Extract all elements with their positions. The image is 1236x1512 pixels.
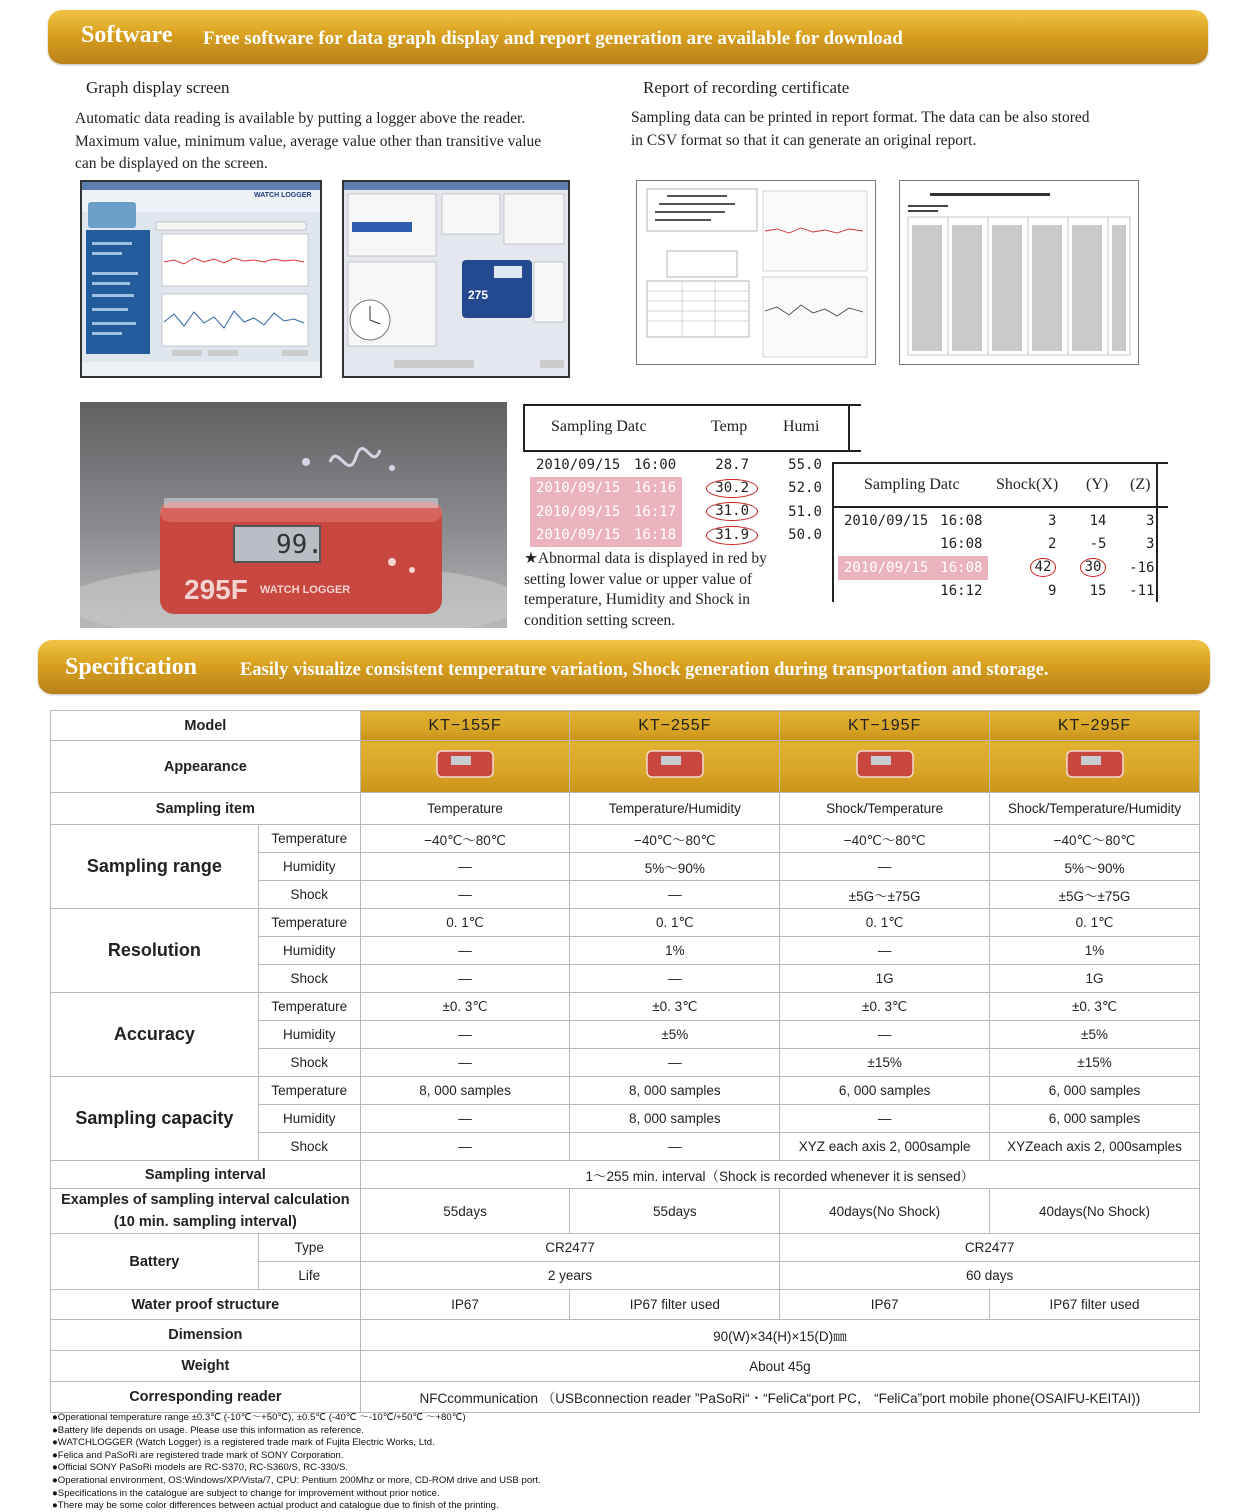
temp-row-humi: 52.0	[788, 480, 822, 497]
spec-value: ―	[780, 853, 990, 881]
footnote: ●Battery life depends on usage. Please use this information as reference.	[52, 1424, 364, 1436]
note-line: temperature, Humidity and Shock in	[524, 591, 750, 608]
footnote: ●Operational temperature range ±0.3℃ (-10℃～+50℃), ±0.5℃ (-40℃ ～-10℃/+50℃ ～+80℃)	[52, 1412, 466, 1423]
battery-type-value: CR2477	[360, 1234, 780, 1262]
shock-row-z: 3	[1146, 536, 1155, 553]
spec-value: ―	[360, 965, 570, 993]
spec-value: ―	[360, 1105, 570, 1133]
examples-value: 40days(No Shock)	[780, 1189, 990, 1234]
spec-group-label: Resolution	[51, 909, 259, 993]
spec-value: 1G	[990, 965, 1200, 993]
examples-label	[51, 1189, 361, 1234]
reader-value: NFCcommunication （USBconnection reader ”PaSoRi“・“FeliCa“port PC， “FeliCa”port mobile phone(OSAIFU-KEITAI))	[360, 1382, 1199, 1413]
shock-row	[838, 533, 1160, 557]
footnotes	[52, 1412, 541, 1512]
shock-row	[838, 509, 1160, 533]
spec-value: 0. 1℃	[990, 909, 1200, 937]
shock-table-header	[832, 462, 1168, 508]
spec-sub-label: Temperature	[258, 909, 360, 937]
water-proof-label: Water proof structure	[51, 1290, 361, 1320]
report-illustration	[637, 181, 875, 364]
shock-row-time: 16:08	[940, 536, 983, 553]
shock-data-table	[838, 509, 1160, 603]
spec-value: XYZeach axis 2, 000samples	[990, 1133, 1200, 1161]
temp-row-time: 16:16	[628, 477, 682, 501]
temp-row-time: 16:17	[628, 500, 682, 524]
examples-value: 40days(No Shock)	[990, 1189, 1200, 1234]
report-text-line: Sampling data can be printed in report format. The data can be also stored	[631, 109, 1090, 126]
graph-text-line: Automatic data reading is available by putting a logger above the reader.	[75, 110, 526, 127]
shock-row-z: -11	[1129, 583, 1155, 600]
spec-value: 1%	[990, 937, 1200, 965]
spec-value: 5%～90%	[990, 853, 1200, 881]
temp-row-temp-circled: 31.0	[706, 502, 758, 521]
footnote: ●There may be some color differences between actual product and catalogue due to finish of the printing.	[52, 1500, 499, 1512]
spec-value: ―	[570, 1133, 780, 1161]
logger-photo	[80, 402, 507, 628]
appearance-row	[51, 741, 1200, 793]
footnote: ●Felica and PaSoRi are registered trade mark of SONY Corporation.	[52, 1449, 344, 1461]
spec-value: ±5G～±75G	[780, 881, 990, 909]
temp-header-temp: Temp	[711, 418, 748, 435]
temp-row-alert	[530, 500, 830, 524]
footnote-text: Operational temperature range ±0.3℃ (-10℃～+50℃), ±0.5℃ (-40℃ ～-10℃/+50℃ ～+80℃)	[57, 1412, 466, 1423]
examples-label-line2: (10 min. sampling interval)	[113, 1214, 297, 1230]
footnote-text: Specifications in the catalogue are subject to change for improvement without prior notice.	[57, 1487, 440, 1499]
spec-value: 8, 000 samples	[360, 1077, 570, 1105]
temp-row-date: 2010/09/15	[530, 524, 628, 548]
spec-value: ―	[780, 1021, 990, 1049]
weight-row	[51, 1351, 1200, 1382]
model-label: Model	[51, 711, 361, 741]
temp-row-time: 16:18	[628, 524, 682, 548]
spec-value: ±0. 3℃	[570, 993, 780, 1021]
sampling-interval-label: Sampling interval	[51, 1161, 361, 1189]
spec-sub-label: Temperature	[258, 993, 360, 1021]
model-name: KT−195F	[780, 711, 990, 741]
shock-row-time: 16:08	[934, 556, 988, 580]
software-subtitle: Free software for data graph display and report generation are available for download	[203, 28, 903, 49]
graph-screen-illustration	[82, 182, 320, 376]
spec-value: 6, 000 samples	[780, 1077, 990, 1105]
specification-title: Specification	[65, 654, 197, 680]
graph-screen-thumbnail	[80, 180, 322, 378]
spec-value: ―	[570, 1049, 780, 1077]
battery-type-row	[51, 1234, 1200, 1262]
shock-row-date	[838, 580, 934, 604]
spec-value: ―	[360, 1049, 570, 1077]
model-name: KT−155F	[360, 711, 570, 741]
graph-display-description	[75, 108, 615, 176]
spec-group-label: Sampling range	[51, 825, 259, 909]
footnote: ●Operational environment, OS:Windows/XP/Vista/7, CPU: Pentium 200Mhz or more, CD-ROM drive and USB port.	[52, 1474, 541, 1486]
shock-row-y: -5	[1089, 536, 1107, 553]
appearance-cell	[360, 741, 570, 793]
setting-screen-thumbnail	[342, 180, 570, 378]
shock-row-x-circled: 42	[1030, 558, 1057, 577]
spec-value: ±0. 3℃	[360, 993, 570, 1021]
spec-groups	[51, 825, 1200, 1161]
report-heading: Report of recording certificate	[643, 78, 850, 97]
spec-value: ―	[570, 965, 780, 993]
graph-text-line: Maximum value, minimum value, average value other than transitive value	[75, 132, 542, 150]
spec-sub-label: Humidity	[258, 1105, 360, 1133]
shock-header-y: (Y)	[1086, 476, 1109, 493]
sampling-item-label: Sampling item	[51, 793, 361, 825]
examples-row	[51, 1189, 1200, 1234]
examples-value: 55days	[570, 1189, 780, 1234]
specification-banner	[38, 640, 1210, 694]
battery-type-value: CR2477	[780, 1234, 1200, 1262]
water-proof-value: IP67	[780, 1290, 990, 1320]
spec-value: ―	[360, 1133, 570, 1161]
note-line: setting lower value or upper value of	[524, 570, 753, 588]
note-line: ★Abnormal data is displayed in red by	[524, 550, 767, 567]
spec-value: 0. 1℃	[780, 909, 990, 937]
shock-header-z: (Z)	[1130, 476, 1151, 493]
graph-display-heading: Graph display screen	[86, 78, 230, 97]
shock-row-date	[838, 533, 934, 557]
reader-row	[51, 1382, 1200, 1413]
temp-row-temp-circled: 30.2	[706, 479, 758, 498]
shock-row-y-circled: 30	[1080, 558, 1107, 577]
battery-life-value: 2 years	[360, 1262, 780, 1290]
water-proof-value: IP67 filter used	[570, 1290, 780, 1320]
sampling-item-value: Shock/Temperature/Humidity	[990, 793, 1200, 825]
report-description	[631, 107, 1191, 152]
software-banner	[48, 10, 1208, 64]
spec-value: ±5%	[990, 1021, 1200, 1049]
spec-value: ―	[780, 1105, 990, 1133]
spec-value: ―	[360, 881, 570, 909]
shock-row-z: 3	[1146, 512, 1155, 529]
battery-life-label: Life	[258, 1262, 360, 1290]
weight-value: About 45g	[360, 1351, 1199, 1382]
shock-row-x: 9	[1048, 583, 1057, 600]
spec-sub-label: Humidity	[258, 1021, 360, 1049]
battery-life-value: 60 days	[780, 1262, 1200, 1290]
logger-product-icon	[645, 747, 705, 781]
appearance-label: Appearance	[51, 741, 361, 793]
spec-value: 8, 000 samples	[570, 1105, 780, 1133]
specification-subtitle: Easily visualize consistent temperature variation, Shock generation during transportation and storage.	[240, 660, 1049, 680]
spec-value: ±15%	[780, 1049, 990, 1077]
temp-header-humi: Humi	[783, 418, 820, 435]
spec-group-label: Sampling capacity	[51, 1077, 259, 1161]
temp-row-date: 2010/09/15	[530, 477, 628, 501]
shock-row-x: 3	[1048, 512, 1057, 529]
logger-model-label: 295F	[184, 574, 248, 605]
spec-value: −40℃～80℃	[990, 825, 1200, 853]
dimension-row	[51, 1320, 1200, 1351]
spec-sub-label: Humidity	[258, 853, 360, 881]
footnote-text: Battery life depends on usage. Please use this information as reference.	[57, 1424, 364, 1436]
spec-sub-label: Humidity	[258, 937, 360, 965]
software-title: Software	[81, 22, 173, 48]
water-proof-row	[51, 1290, 1200, 1320]
temp-row	[530, 453, 830, 477]
shock-row-date: 2010/09/15	[838, 556, 934, 580]
csv-report-thumbnail	[899, 180, 1139, 365]
spec-value: 1G	[780, 965, 990, 993]
appearance-cell	[570, 741, 780, 793]
model-name: KT−295F	[990, 711, 1200, 741]
spec-value: −40℃～80℃	[780, 825, 990, 853]
water-proof-value: IP67 filter used	[990, 1290, 1200, 1320]
spec-row	[51, 909, 1200, 937]
shock-row-time: 16:12	[940, 583, 983, 600]
spec-value: 1%	[570, 937, 780, 965]
spec-value: ±15%	[990, 1049, 1200, 1077]
spec-value: 0. 1℃	[570, 909, 780, 937]
logger-product-icon	[1065, 747, 1125, 781]
appearance-cell	[780, 741, 990, 793]
shock-header-x: Shock(X)	[996, 476, 1059, 493]
shock-row	[838, 580, 1160, 604]
spec-value: 5%～90%	[570, 853, 780, 881]
temp-row-alert	[530, 524, 830, 548]
examples-value: 55days	[360, 1189, 570, 1234]
water-proof-value: IP67	[360, 1290, 570, 1320]
temp-row-time: 16:00	[634, 456, 677, 473]
battery-label: Battery	[51, 1234, 259, 1290]
abnormal-data-note	[524, 549, 824, 631]
temp-row-humi: 55.0	[788, 456, 822, 473]
spec-value: 8, 000 samples	[570, 1077, 780, 1105]
footnote: ●Specifications in the catalogue are subject to change for improvement without prior notice.	[52, 1487, 440, 1499]
footnote-text: WATCHLOGGER (Watch Logger) is a registered trade mark of Fujita Electric Works, Ltd.	[57, 1437, 435, 1449]
spec-sub-label: Shock	[258, 965, 360, 993]
watch-logger-label: WATCH LOGGER	[254, 192, 312, 199]
temp-row-temp: 28.7	[715, 456, 750, 473]
spec-value: ±5G～±75G	[990, 881, 1200, 909]
spec-sub-label: Shock	[258, 1049, 360, 1077]
temp-row-date: 2010/09/15	[530, 500, 628, 524]
temp-header-date: Sampling Datc	[551, 418, 647, 435]
spec-value: ±0. 3℃	[780, 993, 990, 1021]
spec-value: ―	[780, 937, 990, 965]
spec-sub-label: Temperature	[258, 825, 360, 853]
model-row	[51, 711, 1200, 741]
dimension-value: 90(W)×34(H)×15(D)㎜	[360, 1320, 1199, 1351]
footnote: ●WATCHLOGGER (Watch Logger) is a registered trade mark of Fujita Electric Works, Ltd.	[52, 1437, 435, 1449]
sampling-interval-row	[51, 1161, 1200, 1189]
shock-row-time: 16:08	[940, 512, 983, 529]
temp-row-humi: 50.0	[788, 527, 822, 544]
logger-product-icon	[435, 747, 495, 781]
weight-label: Weight	[51, 1351, 361, 1382]
shock-header-date: Sampling Datc	[864, 476, 960, 493]
spec-row	[51, 825, 1200, 853]
spec-row	[51, 1077, 1200, 1105]
battery-type-label: Type	[258, 1234, 360, 1262]
temp-row-temp-circled: 31.9	[706, 526, 758, 545]
sampling-item-row	[51, 793, 1200, 825]
spec-value: ±0. 3℃	[990, 993, 1200, 1021]
csv-report-illustration	[900, 181, 1138, 364]
spec-value: ―	[360, 937, 570, 965]
temp-table-header	[523, 404, 861, 452]
footnote-text: Operational environment, OS:Windows/XP/Vista/7, CPU: Pentium 200Mhz or more, CD-ROM drive and USB port.	[57, 1474, 541, 1486]
spec-value: ±5%	[570, 1021, 780, 1049]
setting-screen-illustration	[344, 182, 568, 376]
footnote-text: There may be some color differences between actual product and catalogue due to finish of the printing.	[57, 1500, 499, 1512]
shock-row-alert	[838, 556, 1160, 580]
spec-value: 6, 000 samples	[990, 1105, 1200, 1133]
model-name: KT−255F	[570, 711, 780, 741]
footnote: ●Official SONY PaSoRi models are RC-S370, RC-S360/S, RC-330/S.	[52, 1462, 349, 1474]
shock-row-y: 14	[1089, 512, 1107, 529]
dimension-label: Dimension	[51, 1320, 361, 1351]
spec-value: ―	[570, 881, 780, 909]
note-line: condition setting screen.	[524, 611, 676, 629]
shock-row-date: 2010/09/15	[844, 512, 929, 529]
spec-value: XYZ each axis 2, 000sample	[780, 1133, 990, 1161]
graph-text-line: can be displayed on the screen.	[75, 155, 268, 172]
shock-row-z: -16	[1129, 559, 1155, 576]
spec-value: ―	[360, 853, 570, 881]
report-text-line: in CSV format so that it can generate an original report.	[631, 131, 977, 149]
report-certificate-thumbnail	[636, 180, 876, 365]
logger-brand-label: WATCH LOGGER	[260, 584, 351, 596]
spec-group-label: Accuracy	[51, 993, 259, 1077]
sampling-item-value: Temperature	[360, 793, 570, 825]
spec-value: ―	[360, 1021, 570, 1049]
spec-row	[51, 993, 1200, 1021]
spec-value: −40℃～80℃	[570, 825, 780, 853]
footnote-text: Felica and PaSoRi are registered trade mark of SONY Corporation.	[57, 1449, 344, 1461]
spec-value: 6, 000 samples	[990, 1077, 1200, 1105]
sampling-item-value: Shock/Temperature	[780, 793, 990, 825]
spec-value: −40℃～80℃	[360, 825, 570, 853]
examples-label-line1: Examples of sampling interval calculation	[61, 1192, 350, 1208]
specification-table	[50, 710, 1200, 1413]
temp-row-alert	[530, 477, 830, 501]
spec-sub-label: Shock	[258, 1133, 360, 1161]
spec-sub-label: Temperature	[258, 1077, 360, 1105]
spec-value: 0. 1℃	[360, 909, 570, 937]
reader-label: Corresponding reader	[51, 1382, 361, 1413]
temp-data-table	[530, 453, 830, 547]
temp-row-humi: 51.0	[788, 503, 822, 520]
logger-product-icon	[855, 747, 915, 781]
temp-row-date: 2010/09/15	[536, 456, 621, 473]
footnote-text: Official SONY PaSoRi models are RC-S370, RC-S360/S, RC-330/S.	[57, 1462, 349, 1474]
shock-row-y: 15	[1089, 583, 1107, 600]
spec-sub-label: Shock	[258, 881, 360, 909]
device-reading: 275	[468, 288, 489, 302]
shock-row-x: 2	[1048, 536, 1057, 553]
sampling-interval-value: 1～255 min. interval（Shock is recorded whenever it is sensed）	[360, 1161, 1199, 1189]
appearance-cell	[990, 741, 1200, 793]
sampling-item-value: Temperature/Humidity	[570, 793, 780, 825]
logger-display-value: 99.	[276, 530, 323, 560]
